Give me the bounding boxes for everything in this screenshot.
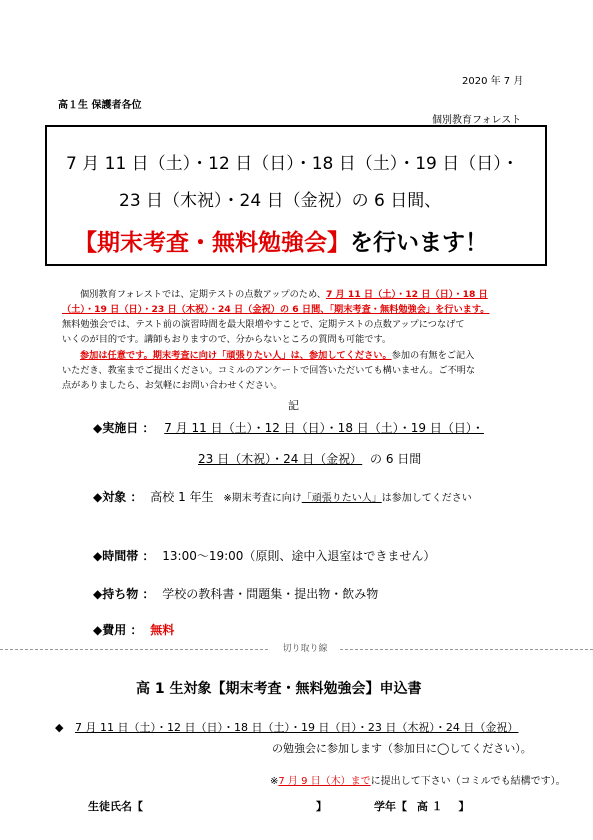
- body-line5: [80, 349, 474, 364]
- headline-suffix: を行います！: [350, 230, 488, 256]
- deadline-prefix: ※: [270, 776, 279, 787]
- fee-value: 無料: [150, 623, 175, 637]
- items-label: ◆持ち物 ：: [93, 587, 155, 601]
- document-date: 2020 年 7 月: [462, 76, 524, 87]
- date-value-1: 7 月 11 日（土）・12 日（日）・18 日（土）・19 日（日）・: [164, 421, 484, 435]
- body-text: 個別教育フォレストでは、定期テストの点数アップのため、: [80, 289, 326, 300]
- form-deadline: [270, 772, 566, 787]
- target-note-underline: 「頑張りたい人」: [301, 493, 382, 504]
- body-line3: 無料勉強会では、テスト前の演習時間を最大限増やすことで、定期テストの点数アップにつなげて: [62, 319, 465, 330]
- headline-line3: [74, 224, 488, 257]
- target-note: [223, 493, 471, 504]
- student-name-field[interactable]: [88, 798, 143, 814]
- date-label: ◆実施日 ：: [93, 421, 155, 435]
- ki-mark: 記: [288, 399, 299, 412]
- form-dates-row: [55, 719, 518, 735]
- body-highlight: 7 月 11 日（土）・12 日（日）・18 日: [325, 289, 488, 300]
- headline-line1: 7 月 11 日（土）・12 日（日）・18 日（土）・19 日（日）・: [66, 154, 519, 174]
- target-row: [93, 488, 472, 505]
- cut-line-label: 切り取り線: [270, 641, 340, 654]
- deadline-text: に提出して下さい（コミルでも結構です）。: [370, 776, 566, 787]
- date-row: [93, 419, 484, 436]
- body-line2: （土）・19 日（日）・23 日（木祝）・24 日（金祝）の 6 日間、「期末考査・無料勉強会」を行います。: [62, 304, 490, 315]
- body-line6: いただき、教室までご提出ください。コミルのアンケートで回答いただいても構いません。ご不明な: [62, 365, 476, 376]
- date-suffix: の 6 日間: [370, 452, 422, 466]
- body-text: 参加の有無をご記入: [391, 350, 475, 361]
- sender: 個別教育フォレスト: [432, 115, 522, 126]
- target-value: 高校 1 年生: [150, 490, 214, 504]
- grade-value: 高 １: [416, 800, 443, 813]
- form-title: 高 1 生対象【期末考査・無料勉強会】申込書: [136, 681, 422, 697]
- body-highlight: 参加は任意です。期末考査に向け「頑張りたい人」は、参加してください。: [80, 350, 392, 361]
- grade-label: 学年【: [374, 800, 407, 813]
- fee-row: [93, 621, 174, 638]
- body-line7: 点がありましたら、お気軽にお問い合わせください。: [62, 380, 283, 391]
- headline-line2: 23 日（木祝）・24 日（金祝）の 6 日間、: [119, 191, 442, 211]
- items-value: 学校の教科書・問題集・提出物・飲み物: [162, 587, 379, 601]
- grade-close: 】: [458, 800, 470, 813]
- form-dates-marker: ◆: [55, 721, 64, 734]
- form-participate: の勉強会に参加します（参加日に◯してください）。: [272, 742, 532, 755]
- time-value: 13:00～19:00（原則、途中入退室はできません）: [162, 549, 436, 563]
- target-note-text: ※期末考査に向け: [223, 493, 302, 504]
- items-row: [93, 585, 378, 602]
- date-value-2: 23 日（木祝）・24 日（金祝）: [198, 452, 363, 466]
- deadline-date: 7 月 9 日（木）まで: [278, 776, 371, 787]
- time-row: [93, 547, 435, 564]
- fee-label: ◆費用 ：: [93, 623, 143, 637]
- grade-field[interactable]: [374, 798, 470, 814]
- target-note-text: は参加してください: [381, 493, 472, 504]
- form-dates: 7 月 11 日（土）・12 日（日）・18 日（土）・19 日（日）・23 日（木祝）・24 日（金祝）: [74, 721, 519, 734]
- time-label: ◆時間帯 ：: [93, 549, 155, 563]
- recipient: 高１生 保護者各位: [58, 100, 142, 111]
- target-label: ◆対象 ：: [93, 490, 143, 504]
- body-line1: [80, 288, 488, 303]
- student-name-label: 生徒氏名【: [88, 800, 143, 813]
- headline-event-name: 【期末考査・無料勉強会】: [74, 230, 350, 256]
- student-name-close: 】: [316, 800, 327, 813]
- date-row-2: [198, 450, 421, 467]
- body-line4: いくのが目的です。講師もおりますので、分からないところの質問も可能です。: [62, 334, 392, 345]
